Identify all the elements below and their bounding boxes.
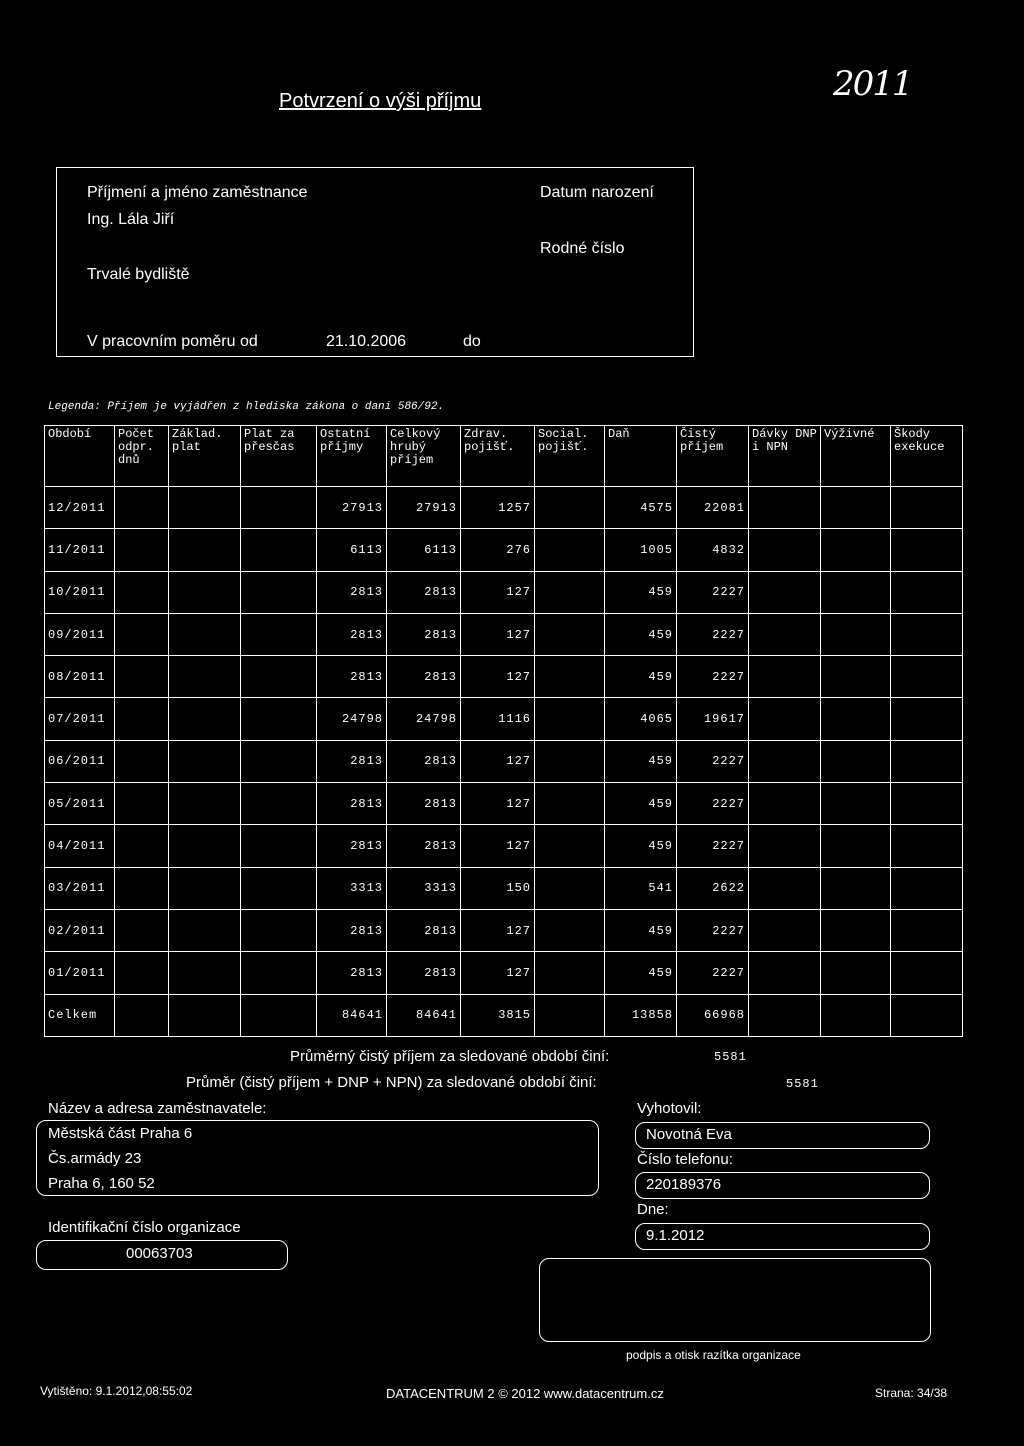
table-cell: 4832 — [677, 529, 749, 571]
legend-text: Legenda: Příjem je vyjádřen z hlediska zákona o dani 586/92. — [48, 401, 445, 413]
column-header: Čistý příjem — [677, 426, 749, 487]
table-cell — [169, 656, 241, 698]
table-cell — [115, 952, 169, 994]
table-row — [45, 571, 963, 613]
table-cell — [115, 613, 169, 655]
table-cell: 2813 — [387, 783, 461, 825]
table-cell — [749, 613, 821, 655]
column-header: Dávky DNP i NPN — [749, 426, 821, 487]
table-cell: 2813 — [387, 613, 461, 655]
table-cell: 541 — [605, 867, 677, 909]
footer-page: Strana: 34/38 — [875, 1386, 948, 1400]
table-cell: 84641 — [317, 994, 387, 1036]
table-cell — [115, 529, 169, 571]
table-cell — [115, 994, 169, 1036]
table-cell — [891, 698, 963, 740]
table-cell — [891, 867, 963, 909]
table-cell: 2227 — [677, 613, 749, 655]
table-cell: 459 — [605, 783, 677, 825]
table-cell — [535, 952, 605, 994]
table-cell — [535, 867, 605, 909]
period-cell: 10/2011 — [45, 571, 115, 613]
table-cell — [115, 571, 169, 613]
signature-box — [539, 1258, 931, 1342]
income-table — [44, 425, 963, 1037]
avg-total-value: 5581 — [786, 1077, 819, 1091]
org-id-value: 00063703 — [126, 1245, 193, 1262]
table-cell — [821, 698, 891, 740]
table-cell: 2813 — [317, 740, 387, 782]
table-cell: 459 — [605, 825, 677, 867]
employer-line3: Praha 6, 160 52 — [48, 1175, 155, 1192]
table-cell: 2813 — [317, 909, 387, 951]
table-cell — [535, 571, 605, 613]
table-cell: 2813 — [387, 952, 461, 994]
period-cell: 09/2011 — [45, 613, 115, 655]
table-cell: 2813 — [317, 656, 387, 698]
handwritten-year: 2011 — [833, 64, 912, 104]
employment-to-label: do — [463, 333, 481, 350]
table-cell — [535, 698, 605, 740]
table-cell — [749, 867, 821, 909]
table-cell: 2227 — [677, 656, 749, 698]
total-row — [45, 994, 963, 1036]
table-cell — [821, 952, 891, 994]
table-cell: 6113 — [317, 529, 387, 571]
table-cell: 127 — [461, 571, 535, 613]
table-row — [45, 656, 963, 698]
table-cell — [115, 656, 169, 698]
table-cell: 6113 — [387, 529, 461, 571]
employer-label: Název a adresa zaměstnavatele: — [48, 1100, 267, 1117]
document-title: Potvrzení o výši příjmu — [279, 90, 482, 112]
column-header: Ostatní příjmy — [317, 426, 387, 487]
table-cell — [169, 867, 241, 909]
column-header: Plat za přesčas — [241, 426, 317, 487]
period-cell: Celkem — [45, 994, 115, 1036]
table-header-row — [45, 426, 963, 487]
table-cell: 4575 — [605, 487, 677, 529]
table-cell: 2227 — [677, 783, 749, 825]
table-cell — [115, 740, 169, 782]
table-cell — [241, 487, 317, 529]
table-cell: 2813 — [387, 740, 461, 782]
table-cell — [241, 740, 317, 782]
table-cell: 2227 — [677, 571, 749, 613]
table-cell — [821, 656, 891, 698]
table-cell: 84641 — [387, 994, 461, 1036]
table-cell — [169, 783, 241, 825]
table-cell — [169, 909, 241, 951]
period-cell: 08/2011 — [45, 656, 115, 698]
table-cell — [115, 487, 169, 529]
table-cell — [821, 740, 891, 782]
table-cell: 19617 — [677, 698, 749, 740]
table-cell: 459 — [605, 740, 677, 782]
table-cell — [821, 909, 891, 951]
table-cell: 127 — [461, 952, 535, 994]
column-header: Zdrav. pojišť. — [461, 426, 535, 487]
column-header: Počet odpr. dnů — [115, 426, 169, 487]
table-cell — [821, 571, 891, 613]
date-value: 9.1.2012 — [646, 1227, 705, 1244]
table-cell: 127 — [461, 656, 535, 698]
table-cell: 2813 — [387, 656, 461, 698]
birth-number-label: Rodné číslo — [540, 240, 625, 257]
table-cell — [749, 994, 821, 1036]
table-cell — [891, 487, 963, 529]
table-cell: 1116 — [461, 698, 535, 740]
table-cell: 1005 — [605, 529, 677, 571]
table-cell: 2813 — [317, 825, 387, 867]
table-cell — [169, 487, 241, 529]
table-cell: 2813 — [317, 571, 387, 613]
table-cell — [241, 529, 317, 571]
table-cell — [241, 909, 317, 951]
table-cell — [115, 825, 169, 867]
table-cell: 127 — [461, 783, 535, 825]
table-cell — [241, 698, 317, 740]
table-cell: 2813 — [317, 613, 387, 655]
period-cell: 06/2011 — [45, 740, 115, 782]
table-cell — [821, 825, 891, 867]
table-cell: 2227 — [677, 825, 749, 867]
period-cell: 02/2011 — [45, 909, 115, 951]
table-cell — [891, 656, 963, 698]
table-cell — [749, 783, 821, 825]
table-cell — [821, 487, 891, 529]
employment-from: 21.10.2006 — [326, 333, 407, 350]
table-cell — [241, 656, 317, 698]
table-row — [45, 952, 963, 994]
table-cell: 2622 — [677, 867, 749, 909]
birth-date-label: Datum narození — [540, 184, 654, 201]
table-row — [45, 909, 963, 951]
table-row — [45, 487, 963, 529]
table-cell — [891, 613, 963, 655]
avg-total-label: Průměr (čistý příjem + DNP + NPN) za sledované období činí: — [186, 1074, 597, 1091]
table-cell — [115, 698, 169, 740]
employer-line1: Městská část Praha 6 — [48, 1125, 193, 1142]
column-header: Období — [45, 426, 115, 487]
table-cell: 27913 — [317, 487, 387, 529]
table-cell: 2813 — [387, 909, 461, 951]
table-cell — [535, 613, 605, 655]
table-cell — [891, 783, 963, 825]
table-cell: 2813 — [317, 783, 387, 825]
table-cell — [749, 909, 821, 951]
employer-line2: Čs.armády 23 — [48, 1150, 142, 1167]
footer-center: DATACENTRUM 2 © 2012 www.datacentrum.cz — [386, 1386, 664, 1401]
table-cell — [241, 783, 317, 825]
table-cell: 127 — [461, 825, 535, 867]
table-row — [45, 529, 963, 571]
table-cell — [169, 698, 241, 740]
table-cell — [535, 740, 605, 782]
table-cell: 127 — [461, 613, 535, 655]
table-cell — [169, 613, 241, 655]
table-cell: 459 — [605, 909, 677, 951]
table-cell: 127 — [461, 909, 535, 951]
table-cell — [535, 529, 605, 571]
table-cell — [535, 656, 605, 698]
table-cell: 459 — [605, 571, 677, 613]
table-cell: 2813 — [387, 571, 461, 613]
avg-net-label: Průměrný čistý příjem za sledované období činí: — [290, 1048, 610, 1065]
table-cell: 150 — [461, 867, 535, 909]
table-cell — [891, 825, 963, 867]
table-cell: 459 — [605, 613, 677, 655]
table-cell — [749, 698, 821, 740]
table-row — [45, 783, 963, 825]
table-cell — [241, 613, 317, 655]
column-header: Celkový hrubý příjem — [387, 426, 461, 487]
column-header: Základ. plat — [169, 426, 241, 487]
table-cell: 3313 — [387, 867, 461, 909]
table-cell — [241, 825, 317, 867]
address-label: Trvalé bydliště — [87, 266, 190, 283]
table-cell: 3313 — [317, 867, 387, 909]
table-cell: 127 — [461, 740, 535, 782]
period-cell: 12/2011 — [45, 487, 115, 529]
column-header: Škody exekuce — [891, 426, 963, 487]
table-cell — [115, 909, 169, 951]
table-cell — [535, 783, 605, 825]
table-cell: 27913 — [387, 487, 461, 529]
period-cell: 11/2011 — [45, 529, 115, 571]
table-cell: 3815 — [461, 994, 535, 1036]
employee-name-label: Příjmení a jméno zaměstnance — [87, 184, 308, 201]
table-cell — [169, 571, 241, 613]
table-cell — [535, 909, 605, 951]
table-cell: 13858 — [605, 994, 677, 1036]
signature-caption: podpis a otisk razítka organizace — [626, 1348, 801, 1362]
table-cell — [535, 487, 605, 529]
table-cell — [169, 825, 241, 867]
phone-label: Číslo telefonu: — [637, 1151, 733, 1168]
org-id-label: Identifikační číslo organizace — [48, 1219, 241, 1236]
table-cell — [891, 740, 963, 782]
employment-label: V pracovním poměru od — [87, 333, 258, 350]
table-row — [45, 825, 963, 867]
table-body — [45, 487, 963, 1037]
period-cell: 03/2011 — [45, 867, 115, 909]
employee-name: Ing. Lála Jiří — [87, 211, 175, 228]
table-cell — [749, 825, 821, 867]
table-cell — [821, 867, 891, 909]
phone-value: 220189376 — [646, 1176, 722, 1193]
prepared-by-label: Vyhotovil: — [637, 1100, 702, 1117]
period-cell: 07/2011 — [45, 698, 115, 740]
table-row — [45, 867, 963, 909]
table-cell: 1257 — [461, 487, 535, 529]
table-cell — [891, 571, 963, 613]
period-cell: 05/2011 — [45, 783, 115, 825]
table-cell — [749, 571, 821, 613]
table-row — [45, 613, 963, 655]
column-header: Výživné — [821, 426, 891, 487]
table-cell — [535, 825, 605, 867]
table-cell: 459 — [605, 656, 677, 698]
table-cell: 2813 — [317, 952, 387, 994]
table-cell — [891, 909, 963, 951]
table-cell: 2227 — [677, 909, 749, 951]
table-cell — [535, 994, 605, 1036]
table-cell — [749, 952, 821, 994]
table-cell — [169, 994, 241, 1036]
period-cell: 01/2011 — [45, 952, 115, 994]
table-cell — [241, 867, 317, 909]
table-cell — [169, 740, 241, 782]
table-cell — [115, 867, 169, 909]
table-cell: 459 — [605, 952, 677, 994]
table-cell — [821, 783, 891, 825]
column-header: Daň — [605, 426, 677, 487]
table-cell — [821, 529, 891, 571]
table-cell — [749, 656, 821, 698]
table-cell: 24798 — [387, 698, 461, 740]
table-cell — [891, 952, 963, 994]
table-cell — [821, 613, 891, 655]
table-cell — [115, 783, 169, 825]
table-cell: 24798 — [317, 698, 387, 740]
table-cell — [821, 994, 891, 1036]
table-cell — [169, 952, 241, 994]
table-cell — [891, 529, 963, 571]
footer-printed: Vytištěno: 9.1.2012,08:55:02 — [40, 1384, 193, 1398]
table-row — [45, 698, 963, 740]
table-cell: 4065 — [605, 698, 677, 740]
table-cell: 22081 — [677, 487, 749, 529]
table-cell: 2227 — [677, 740, 749, 782]
period-cell: 04/2011 — [45, 825, 115, 867]
table-cell — [241, 994, 317, 1036]
table-cell — [241, 571, 317, 613]
table-cell: 276 — [461, 529, 535, 571]
table-cell — [241, 952, 317, 994]
prepared-by-value: Novotná Eva — [646, 1126, 732, 1143]
table-cell — [749, 487, 821, 529]
table-cell: 2227 — [677, 952, 749, 994]
table-cell — [749, 740, 821, 782]
avg-net-value: 5581 — [714, 1050, 747, 1064]
table-cell: 2813 — [387, 825, 461, 867]
table-cell — [891, 994, 963, 1036]
table-cell: 66968 — [677, 994, 749, 1036]
table-row — [45, 740, 963, 782]
table-cell — [749, 529, 821, 571]
date-label: Dne: — [637, 1201, 669, 1218]
table-cell — [169, 529, 241, 571]
column-header: Social. pojišť. — [535, 426, 605, 487]
